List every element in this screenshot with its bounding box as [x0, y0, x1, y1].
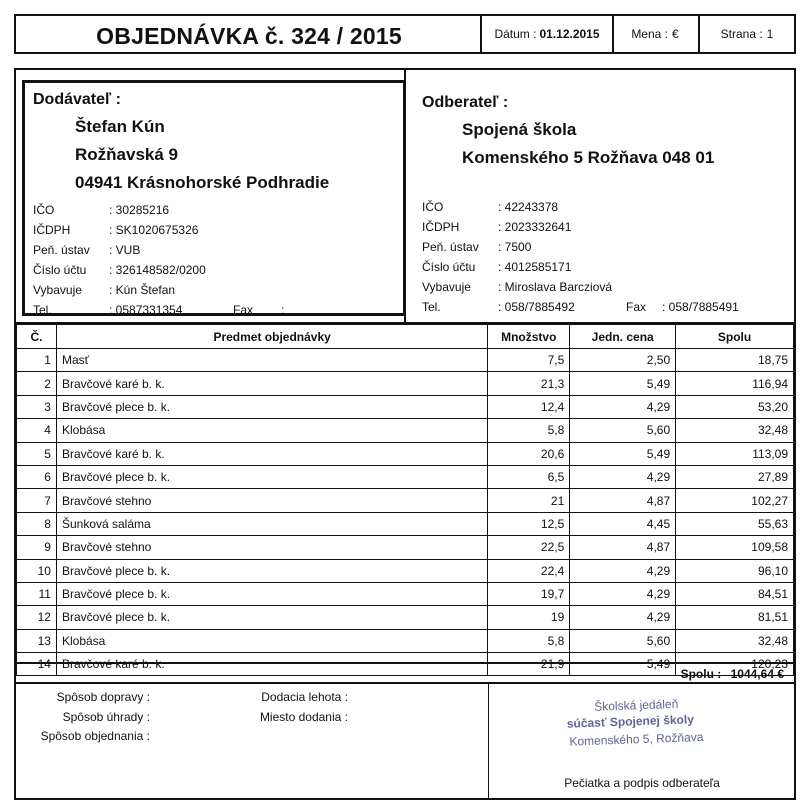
customer-bank-value: : 7500: [498, 240, 532, 254]
row-unit-price: 4,29: [570, 559, 676, 582]
row-quantity: 19: [488, 606, 570, 629]
supplier-handler-value: : Kún Štefan: [109, 283, 176, 297]
table-row: [17, 606, 794, 629]
items-table-section: [14, 322, 796, 684]
row-total: 102,27: [676, 489, 794, 512]
currency-label: Mena :: [631, 27, 668, 41]
table-row: [17, 465, 794, 488]
supplier-icdph-label: IČDPH: [33, 223, 71, 237]
supplier-city: 04941 Krásnohorské Podhradie: [75, 173, 330, 192]
row-index: 3: [17, 395, 57, 418]
row-unit-price: 5,49: [570, 372, 676, 395]
row-index: 2: [17, 372, 57, 395]
customer-name: Spojená škola: [462, 120, 577, 139]
row-index: 4: [17, 419, 57, 442]
row-index: 13: [17, 629, 57, 652]
grand-total: [681, 667, 784, 681]
supplier-tel-label: Tel.: [33, 303, 52, 317]
row-item: Bravčové plece b. k.: [56, 559, 487, 582]
supplier-street: Rožňavská 9: [75, 145, 178, 164]
supplier-name: Štefan Kún: [75, 117, 165, 136]
row-item: Bravčové karé b. k.: [56, 372, 487, 395]
customer-tel-label: Tel.: [422, 300, 441, 314]
row-index: 7: [17, 489, 57, 512]
supplier-fax-label: Fax: [233, 303, 254, 317]
row-unit-price: 5,60: [570, 629, 676, 652]
row-unit-price: 2,50: [570, 349, 676, 372]
row-total: 53,20: [676, 395, 794, 418]
table-row: [17, 512, 794, 535]
row-item: Bravčové plece b. k.: [56, 582, 487, 605]
supplier-bank-value: : VUB: [109, 243, 141, 257]
customer-address: Komenského 5 Rožňava 048 01: [462, 148, 715, 167]
table-row: [17, 395, 794, 418]
row-quantity: 19,7: [488, 582, 570, 605]
row-index: 8: [17, 512, 57, 535]
customer-fax-label: Fax: [626, 300, 647, 314]
grand-total-row: [16, 662, 794, 686]
col-header-index: Č.: [17, 325, 57, 349]
grand-total-value: 1044,64 €: [730, 667, 784, 681]
row-item: Bravčové plece b. k.: [56, 465, 487, 488]
row-item: Bravčové plece b. k.: [56, 395, 487, 418]
col-header-item: Predmet objednávky: [56, 325, 487, 349]
supplier-tel-value: : 0587331354: [109, 303, 183, 317]
row-total: 27,89: [676, 465, 794, 488]
customer-icdph-value: : 2023332641: [498, 220, 572, 234]
row-total: 96,10: [676, 559, 794, 582]
date-label: Dátum :: [494, 27, 537, 41]
table-row: [17, 442, 794, 465]
order-method-label: Spôsob objednania :: [40, 729, 150, 743]
supplier-account-value: : 326148582/0200: [109, 263, 206, 277]
row-quantity: 21: [488, 489, 570, 512]
row-item: Klobása: [56, 629, 487, 652]
row-index: 9: [17, 536, 57, 559]
customer-account-label: Číslo účtu: [422, 260, 476, 274]
row-quantity: 22,4: [488, 559, 570, 582]
row-total: 109,58: [676, 536, 794, 559]
table-row: [17, 489, 794, 512]
row-index: 12: [17, 606, 57, 629]
row-unit-price: 5,60: [570, 419, 676, 442]
currency-field: [612, 16, 698, 52]
customer-icdph-label: IČDPH: [422, 220, 460, 234]
row-index: 5: [17, 442, 57, 465]
grand-total-label: Spolu :: [680, 667, 722, 681]
supplier-bank-label: Peň. ústav: [33, 243, 90, 257]
row-quantity: 12,4: [488, 395, 570, 418]
row-unit-price: 4,29: [570, 465, 676, 488]
row-quantity: 7,5: [488, 349, 570, 372]
col-header-unit-price: Jedn. cena: [570, 325, 676, 349]
customer-account-value: : 4012585171: [498, 260, 572, 274]
customer-box: [404, 70, 794, 322]
row-total: 113,09: [676, 442, 794, 465]
col-header-total: Spolu: [676, 325, 794, 349]
row-total: 116,94: [676, 372, 794, 395]
table-row: [17, 372, 794, 395]
table-body: [17, 349, 794, 676]
row-index: 10: [17, 559, 57, 582]
customer-ico-value: : 42243378: [498, 200, 559, 214]
row-total: 84,51: [676, 582, 794, 605]
customer-bank-label: Peň. ústav: [422, 240, 479, 254]
supplier-fax-value: :: [281, 303, 285, 317]
page-label: Strana :: [720, 27, 763, 41]
row-total: 55,63: [676, 512, 794, 535]
row-quantity: 21,3: [488, 372, 570, 395]
row-unit-price: 4,45: [570, 512, 676, 535]
table-row: [17, 349, 794, 372]
row-unit-price: 4,87: [570, 489, 676, 512]
customer-handler-label: Vybavuje: [422, 280, 471, 294]
delivery-place-label: Miesto dodania :: [259, 710, 348, 724]
table-row: [17, 559, 794, 582]
supplier-account-label: Číslo účtu: [33, 263, 87, 277]
supplier-handler-label: Vybavuje: [33, 283, 82, 297]
row-index: 6: [17, 465, 57, 488]
customer-handler-value: : Miroslava Barcziová: [498, 280, 613, 294]
supplier-ico-label: IČO: [33, 203, 55, 217]
table-row: [17, 419, 794, 442]
footer-section: [14, 684, 796, 800]
table-header-row: [17, 325, 794, 349]
page-box: [700, 14, 796, 54]
row-item: Bravčové stehno: [56, 536, 487, 559]
stamp-line-2: súčasť Spojenej školy: [566, 712, 695, 731]
row-item: Bravčové stehno: [56, 489, 487, 512]
customer-heading: Odberateľ :: [422, 94, 509, 111]
row-quantity: 21,9: [488, 653, 570, 676]
currency-box: [612, 14, 700, 54]
stamp-signature-box: [488, 684, 794, 798]
customer-ico-label: IČO: [422, 200, 444, 214]
row-total: 32,48: [676, 419, 794, 442]
signature-label: Pečiatka a podpis odberateľa: [564, 776, 720, 790]
row-quantity: 12,5: [488, 512, 570, 535]
items-table: [16, 324, 794, 676]
row-total: 81,51: [676, 606, 794, 629]
row-total: 32,48: [676, 629, 794, 652]
row-item: Šunková saláma: [56, 512, 487, 535]
row-index: 14: [17, 653, 57, 676]
row-unit-price: 5,49: [570, 442, 676, 465]
customer-tel-value: : 058/7885492: [498, 300, 575, 314]
row-item: Klobása: [56, 419, 487, 442]
row-item: Bravčové karé b. k.: [56, 442, 487, 465]
row-quantity: 6,5: [488, 465, 570, 488]
delivery-term-label: Dodacia lehota :: [261, 690, 348, 704]
supplier-ico-value: : 30285216: [109, 203, 170, 217]
page-field: [700, 16, 794, 52]
date-value: 01.12.2015: [539, 27, 600, 41]
row-total: 120,23: [676, 653, 794, 676]
date-box: [480, 14, 614, 54]
supplier-heading: Dodávateľ :: [33, 91, 121, 108]
row-total: 18,75: [676, 349, 794, 372]
row-unit-price: 4,29: [570, 582, 676, 605]
row-quantity: 22,5: [488, 536, 570, 559]
date-field: [482, 16, 612, 52]
row-quantity: 20,6: [488, 442, 570, 465]
row-quantity: 5,8: [488, 419, 570, 442]
row-item: Bravčové karé b. k.: [56, 653, 487, 676]
row-unit-price: 4,29: [570, 395, 676, 418]
row-quantity: 5,8: [488, 629, 570, 652]
row-index: 11: [17, 582, 57, 605]
order-title-box: [14, 14, 480, 54]
payment-label: Spôsob úhrady :: [62, 710, 150, 724]
row-item: Bravčové plece b. k.: [56, 606, 487, 629]
currency-value: €: [672, 27, 679, 41]
table-row: [17, 536, 794, 559]
transport-label: Spôsob dopravy :: [56, 690, 150, 704]
row-unit-price: 4,29: [570, 606, 676, 629]
row-index: 1: [17, 349, 57, 372]
stamp-line-1: Školská jedáleň: [593, 696, 679, 714]
table-row: [17, 629, 794, 652]
supplier-icdph-value: : SK1020675326: [109, 223, 199, 237]
customer-fax-value: : 058/7885491: [662, 300, 739, 314]
stamp-line-3: Komenského 5, Rožňava: [569, 729, 704, 749]
school-stamp: [528, 694, 760, 762]
supplier-box: [22, 80, 406, 316]
parties-section: [14, 68, 796, 324]
row-unit-price: 5,49: [570, 653, 676, 676]
col-header-quantity: Množstvo: [488, 325, 570, 349]
row-unit-price: 4,87: [570, 536, 676, 559]
row-item: Masť: [56, 349, 487, 372]
page-value: 1: [766, 27, 774, 41]
order-title: OBJEDNÁVKA č. 324 / 2015: [96, 22, 402, 49]
table-row: [17, 582, 794, 605]
